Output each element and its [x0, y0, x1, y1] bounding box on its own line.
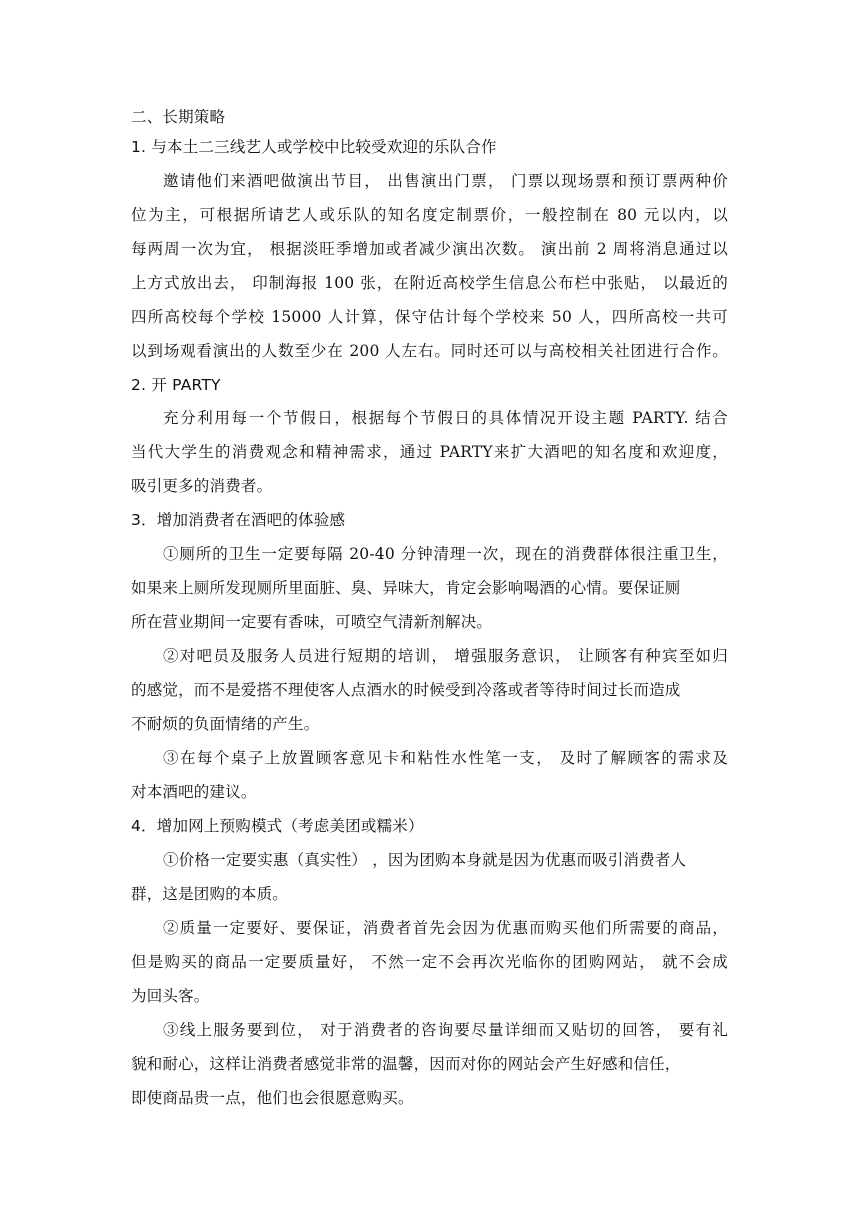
item-3-heading: 3．增加消费者在酒吧的体验感: [131, 511, 346, 529]
paragraph-line: 对本酒吧的建议。: [131, 783, 257, 801]
paragraph-line: 的感觉，而不是爱搭不理使客人点酒水的时候受到冷落或者等待时间过长而造成: [131, 681, 681, 699]
paragraph-line: 所在营业期间一定要有香味，可喷空气清新剂解决。: [131, 613, 493, 631]
paragraph-line: 邀请他们来酒吧做演出节目， 出售演出门票， 门票以现场票和预订票两种价: [163, 172, 728, 190]
paragraph-line: 上方式放出去， 印制海报 100 张，在附近高校学生信息公布栏中张贴， 以最近的: [131, 274, 728, 292]
paragraph-line: ③在每个桌子上放置顾客意见卡和粘性水性笔一支， 及时了解顾客的需求及: [163, 749, 728, 767]
paragraph-line: ①厕所的卫生一定要每隔 20-40 分钟清理一次，现在的消费群体很注重卫生，: [163, 545, 728, 563]
paragraph-line: 貌和耐心，这样让消费者感觉非常的温馨，因而对你的网站会产生好感和信任，: [131, 1055, 681, 1073]
paragraph-line: 位为主，可根据所请艺人或乐队的知名度定制票价，一般控制在 80 元以内，以: [131, 206, 728, 224]
paragraph-line: 如果来上厕所发现厕所里面脏、臭、异味大，肯定会影响喝酒的心情。要保证厕: [131, 579, 681, 597]
item-2-heading: 2. 开 PARTY: [131, 376, 221, 394]
paragraph-line: 当代大学生的消费观念和精神需求，通过 PARTY来扩大酒吧的知名度和欢迎度，: [131, 443, 728, 461]
paragraph-line: ②对吧员及服务人员进行短期的培训， 增强服务意识， 让顾客有种宾至如归: [163, 647, 728, 665]
paragraph-line: 即使商品贵一点，他们也会很愿意购买。: [131, 1089, 414, 1107]
paragraph-line: 但是购买的商品一定要质量好， 不然一定不会再次光临你的团购网站， 就不会成: [131, 953, 728, 971]
paragraph-line: 以到场观看演出的人数至少在 200 人左右。同时还可以与高校相关社团进行合作。: [131, 342, 728, 360]
section-title: 二、长期策略: [131, 108, 226, 126]
paragraph-line: 每两周一次为宜， 根据淡旺季增加或者减少演出次数。 演出前 2 周将消息通过以: [131, 240, 728, 258]
paragraph-line: ③线上服务要到位， 对于消费者的咨询要尽量详细而又贴切的回答， 要有礼: [163, 1021, 728, 1039]
item-1-heading: 1. 与本土二三线艺人或学校中比较受欢迎的乐队合作: [131, 138, 497, 156]
paragraph-line: ②质量一定要好、要保证，消费者首先会因为优惠而购买他们所需要的商品，: [163, 919, 728, 937]
paragraph-line: 四所高校每个学校 15000 人计算，保守估计每个学校来 50 人，四所高校一共可: [131, 308, 728, 326]
paragraph-line: 群，这是团购的本质。: [131, 885, 289, 903]
paragraph-line: 不耐烦的负面情绪的产生。: [131, 715, 320, 733]
paragraph-line: 充分利用每一个节假日，根据每个节假日的具体情况开设主题 PARTY. 结合: [163, 409, 728, 427]
paragraph-line: 吸引更多的消费者。: [131, 477, 273, 495]
paragraph-line: ①价格一定要实惠（真实性） ，因为团购本身就是因为优惠而吸引消费者人: [163, 851, 687, 869]
paragraph-line: 为回头客。: [131, 987, 210, 1005]
item-4-heading: 4．增加网上预购模式（考虑美团或糯米）: [131, 817, 424, 835]
